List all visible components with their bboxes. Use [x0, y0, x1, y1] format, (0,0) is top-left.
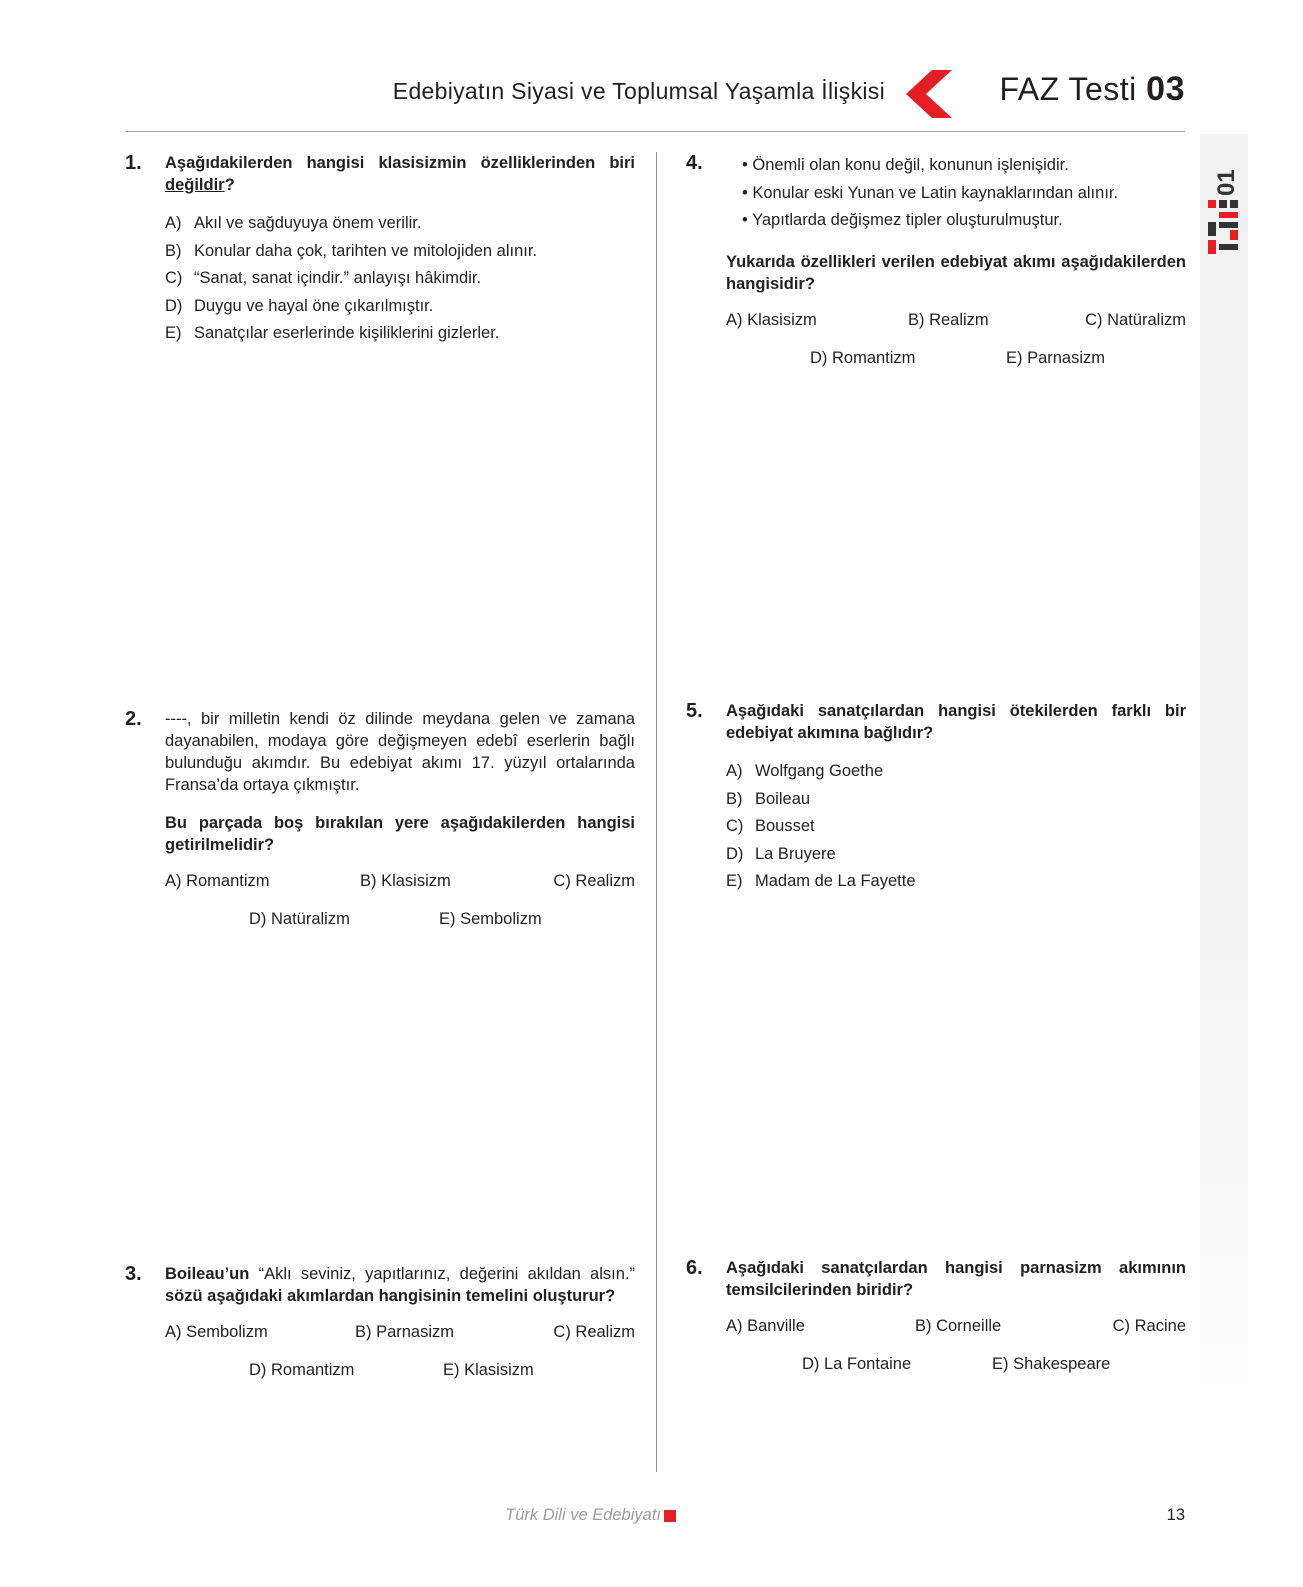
option-c[interactable]: C) Bousset	[726, 817, 815, 835]
negation-emphasis: değildir	[165, 176, 225, 194]
option-row-1	[726, 311, 1186, 349]
question-number: 2.	[125, 708, 142, 730]
option-row-1	[726, 1317, 1186, 1355]
column-divider	[656, 152, 657, 1472]
question-stem: Bu parçada boş bırakılan yere aşağıdakilerden hangisi getirilmelidir?	[165, 814, 635, 854]
option-row-2	[165, 1361, 635, 1399]
option-e[interactable]: E) Sanatçılar eserlerinde kişiliklerini gizlerler.	[165, 324, 500, 342]
side-strip	[1200, 134, 1248, 1464]
option-row-2	[165, 910, 635, 948]
option-row-1	[165, 1323, 635, 1361]
page-number: 13	[1166, 1506, 1185, 1524]
option-e[interactable]: E) Sembolizm	[439, 910, 542, 928]
option-row-2	[726, 1355, 1186, 1393]
option-row-2	[726, 349, 1186, 387]
option-b[interactable]: B) Parnasizm	[355, 1323, 455, 1341]
bullet-item: • Konular eski Yunan ve Latin kaynaklarından alınır.	[742, 180, 1186, 208]
footer-subject: Türk Dili ve Edebiyatı	[505, 1506, 661, 1524]
option-d[interactable]: D) Natüralizm	[249, 910, 350, 928]
option-b[interactable]: B) Klasisizm	[360, 872, 451, 890]
faz-test-label: FAZ Testi	[999, 71, 1137, 107]
option-row-1	[165, 872, 635, 910]
option-a[interactable]: A) Sembolizm	[165, 1323, 268, 1341]
option-e[interactable]: E) Madam de La Fayette	[726, 872, 916, 890]
option-b[interactable]: B) Corneille	[915, 1317, 1002, 1335]
option-a[interactable]: A) Banville	[726, 1317, 805, 1335]
option-a[interactable]: A) Akıl ve sağduyuya önem verilir.	[165, 214, 422, 232]
page-header	[125, 64, 1185, 124]
question-stem: Boileau’un “Aklı seviniz, yapıtlarınız, değerini akıldan alsın.” sözü aşağıdaki akımlardan hangisinin temelini oluşturur?	[165, 1265, 635, 1305]
question-number: 3.	[125, 1263, 142, 1285]
option-c[interactable]: C) Racine	[1112, 1317, 1186, 1335]
option-b[interactable]: B) Realizm	[908, 310, 989, 329]
bullet-item: • Yapıtlarda değişmez tipler oluşturulmuştur.	[742, 207, 1186, 235]
option-a[interactable]: A) Romantizm	[165, 872, 270, 890]
option-b[interactable]: B) Konular daha çok, tarihten ve mitolojiden alınır.	[165, 241, 538, 260]
option-d[interactable]: D) Duygu ve hayal öne çıkarılmıştır.	[165, 296, 434, 315]
question-passage: ----, bir milletin kendi öz dilinde meydana gelen ve zamana dayanabilen, modaya göre değişmeyen edebî eserlerin bağlı bulunduğu akımdır. Bu edebiyat akımı 17. yüzyıl ortalarında Fransa’da ortaya çıkmıştır.	[165, 710, 635, 794]
question-number: 6.	[686, 1257, 703, 1279]
faz-test-title	[1000, 70, 1186, 109]
option-c[interactable]: C) Natüralizm	[1085, 310, 1186, 329]
option-b[interactable]: B) Boileau	[726, 789, 811, 808]
bullet-item: • Önemli olan konu değil, konunun işlenişidir.	[742, 152, 1186, 180]
option-d[interactable]: D) La Fontaine	[802, 1355, 912, 1373]
header-subject: Edebiyatın Siyasi ve Toplumsal Yaşamla İlişkisi	[392, 78, 885, 104]
question-stem: Yukarıda özellikleri verilen edebiyat akımı aşağıdakilerden hangisidir?	[726, 252, 1186, 293]
header-divider	[125, 131, 1185, 132]
question-stem: Aşağıdaki sanatçılardan hangisi ötekilerden farklı bir edebiyat akımına bağlıdır?	[726, 702, 1186, 742]
side-tab-number: 01	[1213, 169, 1240, 196]
option-d[interactable]: D) Romantizm	[810, 348, 916, 367]
question-number: 4.	[686, 152, 703, 174]
option-c[interactable]: C) Realizm	[553, 872, 635, 890]
question-number: 5.	[686, 700, 703, 722]
feature-bullets	[726, 152, 1186, 235]
option-e[interactable]: E) Klasisizm	[443, 1361, 534, 1379]
question-number: 1.	[125, 152, 142, 174]
option-d[interactable]: D) La Bruyere	[726, 844, 836, 863]
chevron-left-icon	[906, 70, 952, 118]
question-stem: Aşağıdaki sanatçılardan hangisi parnasizm akımının temsilcilerinden biridir?	[726, 1259, 1186, 1299]
question-stem: Aşağıdakilerden hangisi klasisizmin özelliklerinden biri değildir?	[165, 154, 635, 194]
option-d[interactable]: D) Romantizm	[249, 1361, 355, 1379]
option-list	[726, 758, 1186, 896]
footer-square-icon	[664, 1510, 676, 1522]
option-a[interactable]: A) Klasisizm	[726, 310, 817, 329]
option-a[interactable]: A) Wolfgang Goethe	[726, 762, 884, 780]
faz-test-number: 03	[1146, 70, 1185, 108]
option-e[interactable]: E) Parnasizm	[1006, 348, 1106, 367]
option-list	[165, 210, 635, 348]
option-e[interactable]: E) Shakespeare	[992, 1355, 1111, 1373]
option-c[interactable]: C) Realizm	[553, 1323, 635, 1341]
option-c[interactable]: C) “Sanat, sanat içindir.” anlayışı hâkimdir.	[165, 269, 482, 287]
faz-logo-icon	[1208, 200, 1238, 254]
